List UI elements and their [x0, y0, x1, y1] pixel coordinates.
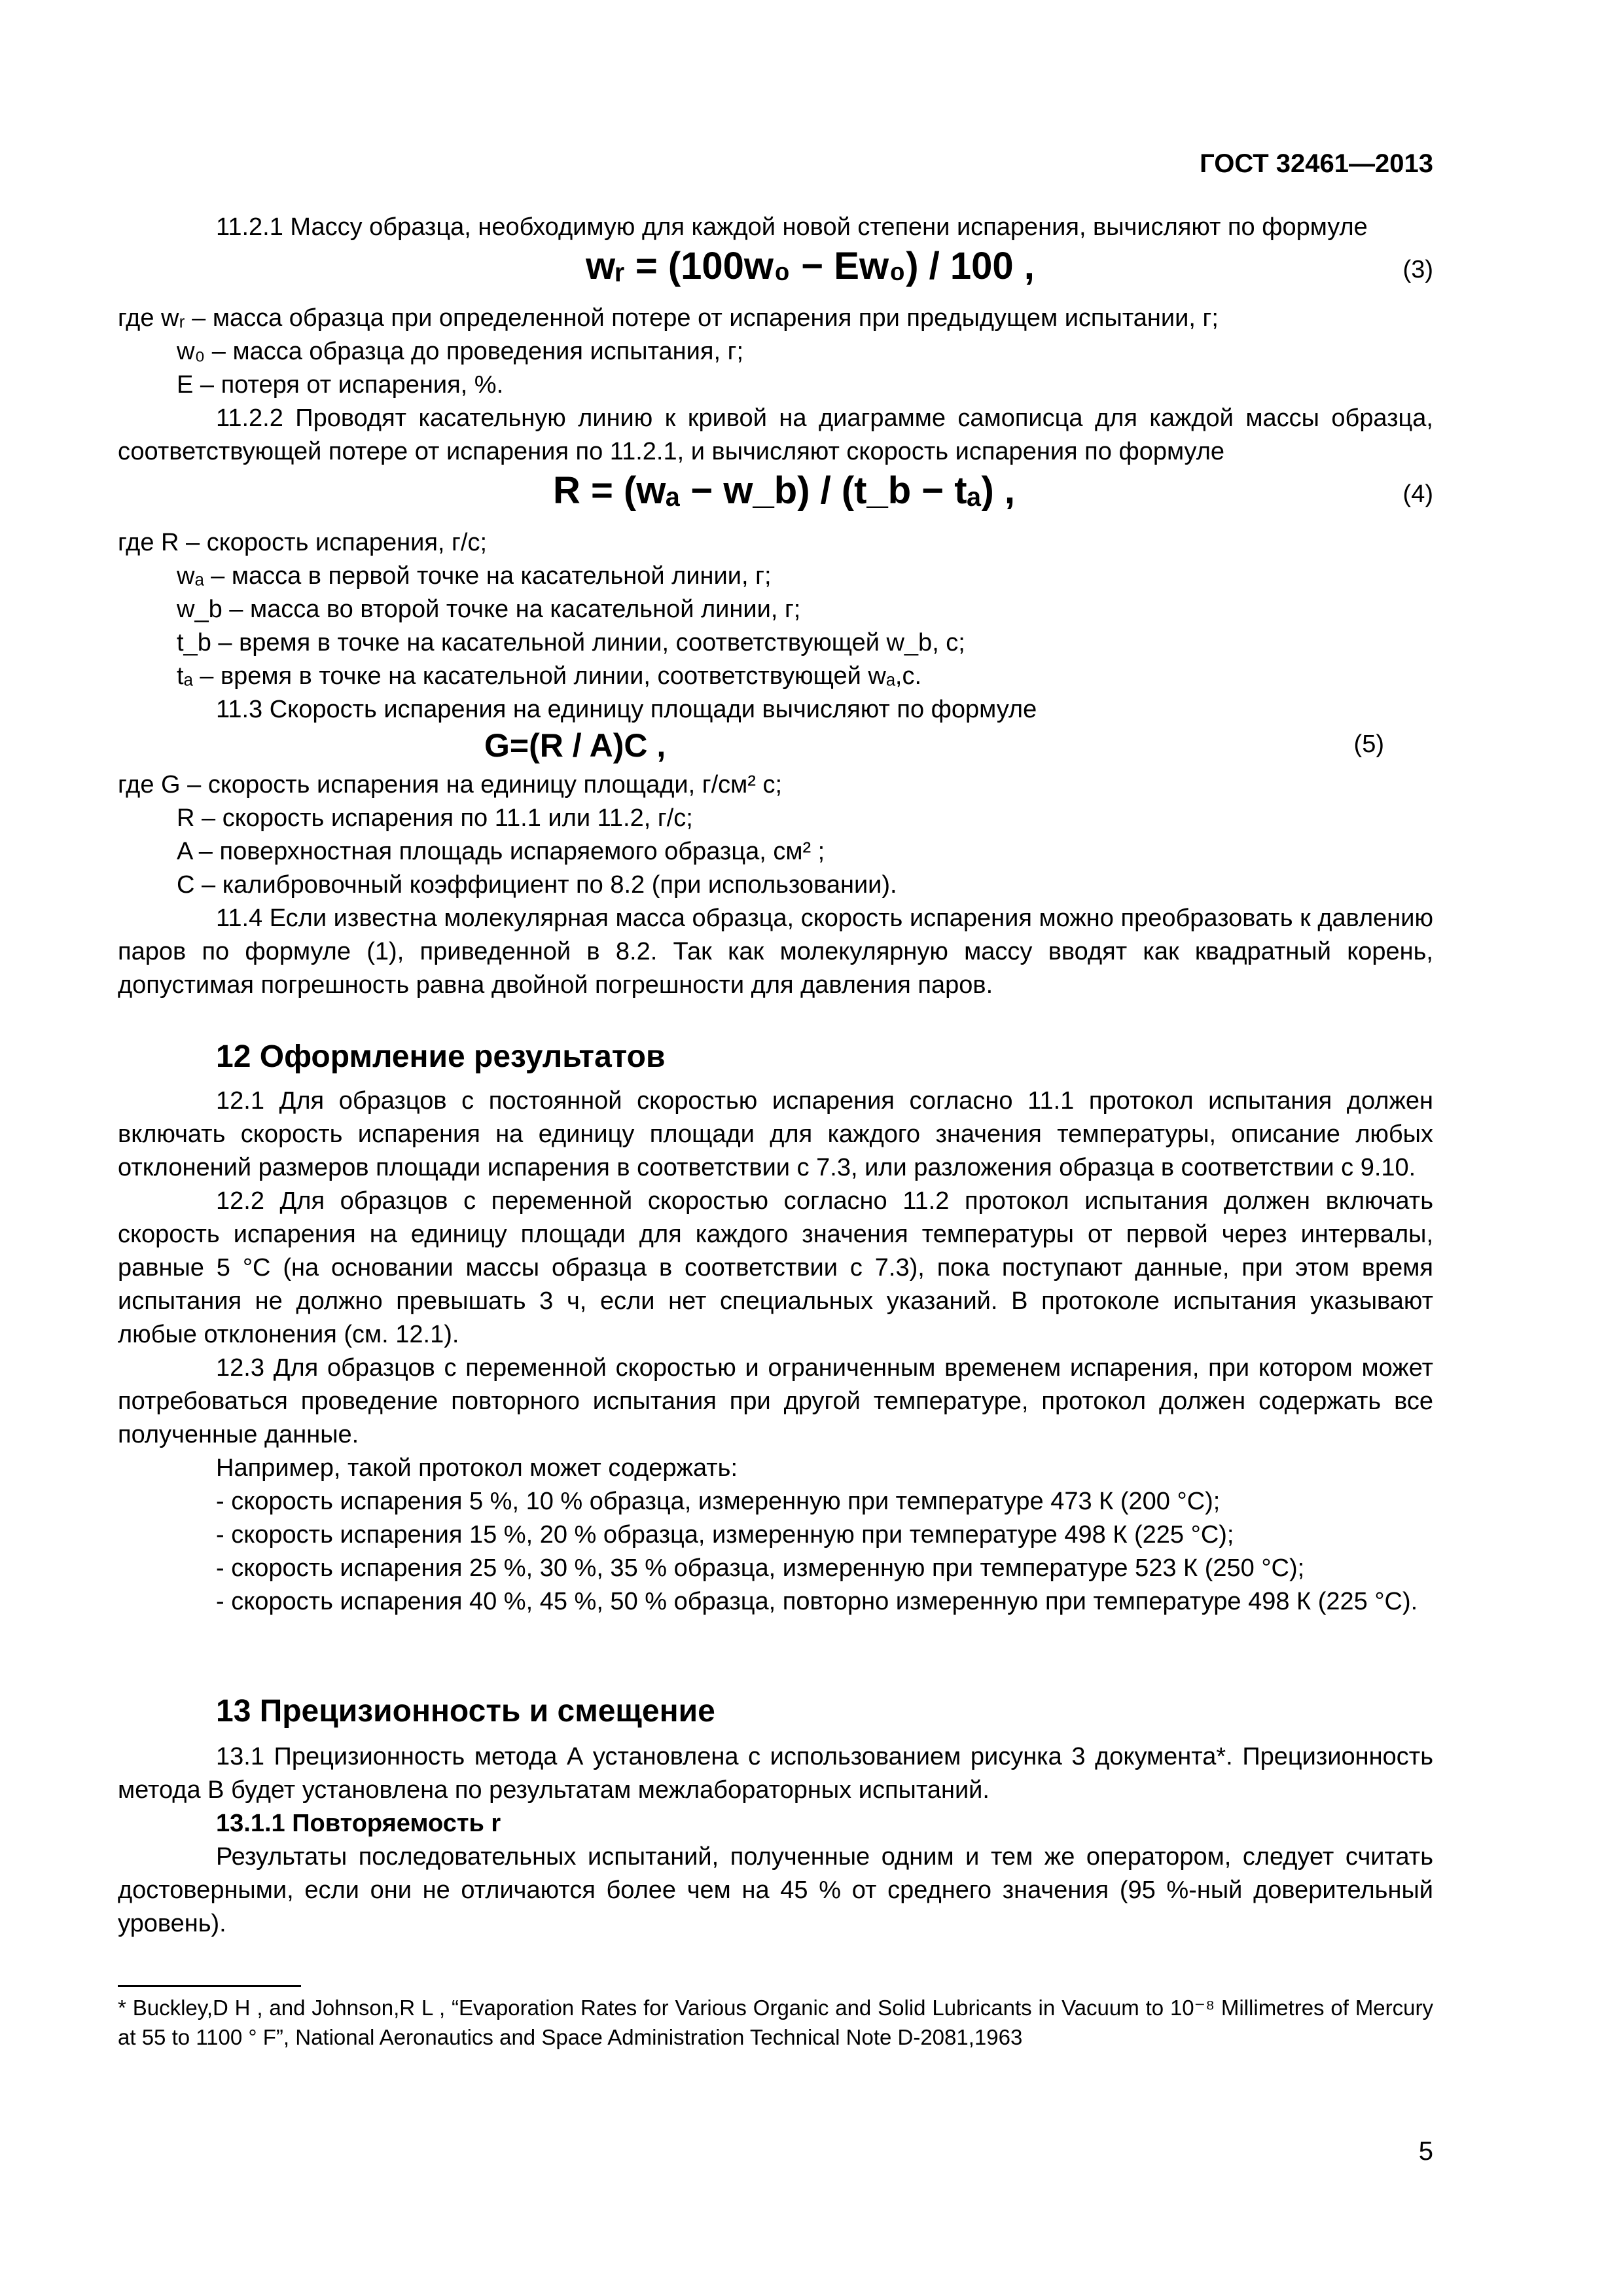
paragraph-13-1: 13.1 Прецизионность метода А установлена с использованием рисунка 3 документа*. Прецизионность метода В будет установлена по результатам межлабораторных испытаний. — [118, 1743, 1433, 1804]
formula-4 — [118, 469, 1433, 526]
page-number: 5 — [1418, 2137, 1433, 2166]
example-item-3: - скорость испарения 25 %, 30 %, 35 % образца, измеренную при температуре 523 К (250 °С); — [216, 1554, 1305, 1582]
where-4-line-4: t_b – время в точке на касательной линии, соответствующей w_b, с; — [177, 629, 965, 656]
where-4-line-2: wₐ – масса в первой точке на касательной линии, г; — [177, 562, 772, 590]
paragraph-13-1-1: Результаты последовательных испытаний, полученные одним и тем же оператором, следует считать достоверными, если они не отличаются более чем на 45 % от среднего значения (95 %-ный доверительный уровень). — [118, 1843, 1433, 1937]
where-3-line-2: w₀ – масса образца до проведения испытания, г; — [177, 338, 744, 365]
formula-3-expression: wᵣ = (100w₀ − Ew₀) / 100 , — [586, 245, 1035, 287]
section-13 — [118, 1692, 1433, 1941]
where-5-line-1: где G – скорость испарения на единицу площади, г/см² с; — [118, 771, 783, 798]
footnote: * Buckley,D H , and Johnson,R L , “Evaporation Rates for Various Organic and Solid Lubricants in Vacuum to 10⁻⁸ Millimetres of Mercury at 55 to 1100 ° F”, National Aeronautics and Space Administration Technical Note D-2081,1963 — [118, 1996, 1433, 2049]
where-3-line-3: E – потеря от испарения, %. — [177, 371, 504, 399]
section-11-continued — [118, 211, 1433, 1002]
section-13-heading: 13 Прецизионность и смещение — [216, 1694, 715, 1729]
paragraph-11-3: 11.3 Скорость испарения на единицу площади вычисляют по формуле — [216, 696, 1037, 723]
paragraph-11-4: 11.4 Если известна молекулярная масса образца, скорость испарения можно преобразовать к давлению паров по формуле (1), приведенной в 8.2. Так как молекулярную массу вводят как квадратный корень, допустимая погрешность равна двойной погрешности для давления паров. — [118, 905, 1433, 999]
example-intro: Например, такой протокол может содержать: — [216, 1454, 738, 1482]
paragraph-11-2-2: 11.2.2 Проводят касательную линию к кривой на диаграмме самописца для каждой массы образца, соответствующей потере от испарения по 11.2.1, и вычисляют скорость испарения по формуле — [118, 404, 1433, 465]
example-item-1: - скорость испарения 5 %, 10 % образца, измеренную при температуре 473 К (200 °С); — [216, 1488, 1221, 1515]
formula-5-number: (5) — [1353, 730, 1384, 758]
section-12 — [118, 1037, 1433, 1619]
formula-5 — [118, 726, 1433, 768]
formula-4-expression: R = (wₐ − w_b) / (t_b − tₐ) , — [553, 469, 1016, 512]
where-4-line-1: где R – скорость испарения, г/с; — [118, 529, 488, 556]
section-12-heading: 12 Оформление результатов — [216, 1039, 666, 1074]
paragraph-12-3: 12.3 Для образцов с переменной скоростью и ограниченным временем испарения, при котором может потребоваться проведение повторного испытания при другой температуре, протокол должен содержать все полученные данные. — [118, 1354, 1433, 1448]
paragraph-11-2-1: 11.2.1 Массу образца, необходимую для каждой новой степени испарения, вычисляют по формуле — [216, 213, 1368, 241]
formula-3-number: (3) — [1402, 256, 1433, 283]
formula-3 — [118, 244, 1433, 302]
paragraph-12-2: 12.2 Для образцов с переменной скоростью согласно 11.2 протокол испытания должен включать скорость испарения на единицу площади для каждого значения температуры от первой через интервалы, равные 5 °С (на основании массы образца в соответствии с 7.3), пока поступают данные, при этом время испытания не должно превышать 3 ч, если нет специальных указаний. В протоколе испытания указывают любые отклонения (см. 12.1). — [118, 1187, 1433, 1348]
footnote-separator — [118, 1985, 301, 1987]
where-5-line-3: A – поверхностная площадь испаряемого образца, см² ; — [177, 838, 825, 865]
example-item-4: - скорость испарения 40 %, 45 %, 50 % образца, повторно измеренную при температуре 498 К (225 °С). — [216, 1588, 1418, 1615]
paragraph-12-1: 12.1 Для образцов с постоянной скоростью испарения согласно 11.1 протокол испытания должен включать скорость испарения на единицу площади для каждого значения температуры, описание любых отклонений размеров площади испарения в соответствии с 7.3, или разложения образца в соответствии с 9.10. — [118, 1087, 1433, 1181]
example-item-2: - скорость испарения 15 %, 20 % образца, измеренную при температуре 498 К (225 °С); — [216, 1521, 1234, 1549]
where-5-line-2: R – скорость испарения по 11.1 или 11.2, г/с; — [177, 804, 693, 832]
where-3-line-1: где wᵣ – масса образца при определенной потере от испарения при предыдущем испытании, г; — [118, 304, 1219, 332]
formula-5-expression: G=(R / A)C , — [484, 727, 666, 764]
formula-4-number: (4) — [1402, 480, 1433, 508]
where-4-line-3: w_b – масса во второй точке на касательной линии, г; — [177, 596, 801, 623]
where-4-line-5: tₐ – время в точке на касательной линии, соответствующей wₐ,с. — [177, 662, 922, 690]
where-5-line-4: C – калибровочный коэффициент по 8.2 (при использовании). — [177, 871, 897, 899]
standard-header: ГОСТ 32461—2013 — [1200, 149, 1433, 178]
subsection-13-1-1-heading: 13.1.1 Повторяемость r — [216, 1810, 501, 1837]
